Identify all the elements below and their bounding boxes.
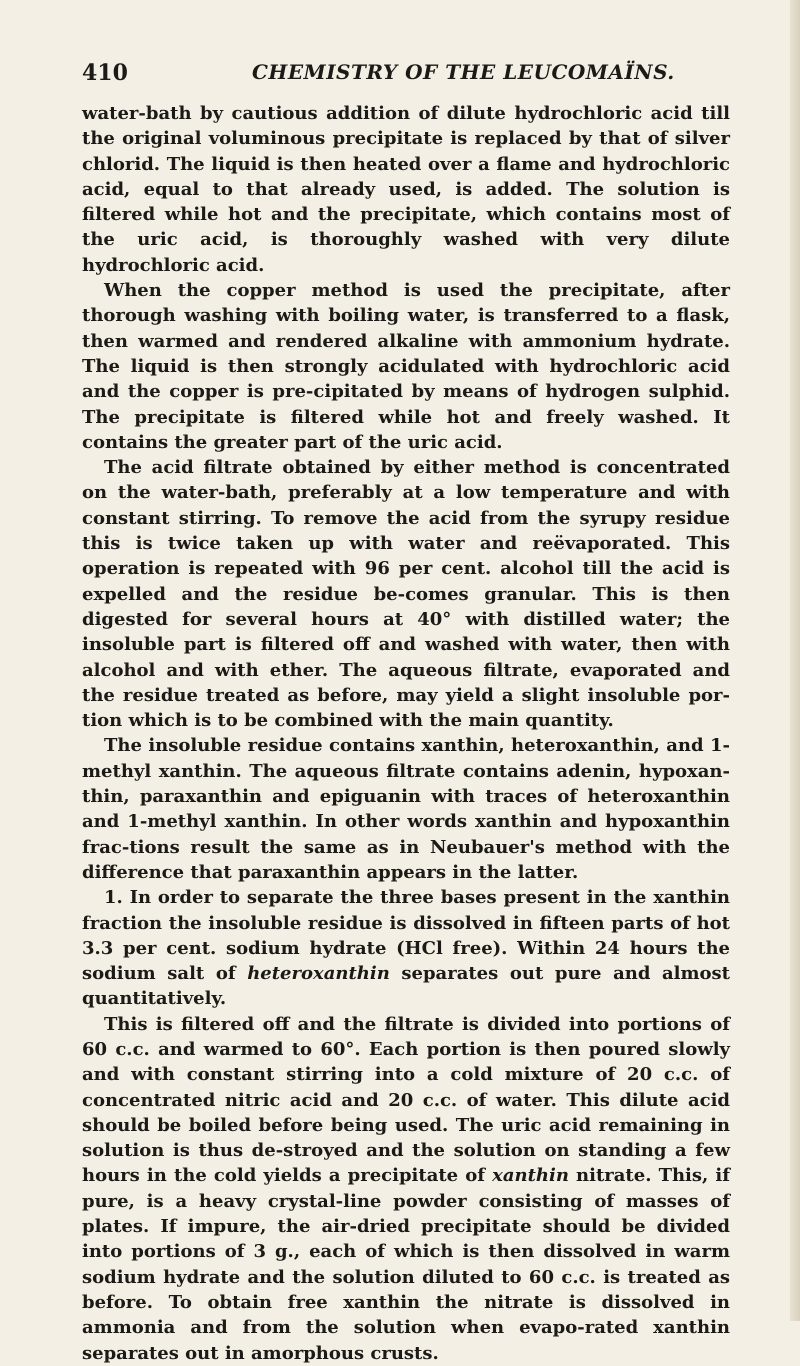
paragraph-5-text-b: separates out pure and almost quantitatively. (82, 963, 730, 1010)
xanthin-term: xanthin (492, 1165, 569, 1187)
heteroxanthin-term: heteroxanthin (247, 963, 390, 985)
paragraph-5 (82, 885, 730, 1011)
page-number: 410 (82, 60, 128, 86)
paragraph-6 (82, 1012, 730, 1366)
paragraph-3: The acid filtrate obtained by either method is concentrated on the water-bath, preferably at a low temperature and with constant stirring. To remove the acid from the syrupy residue this is twice taken up with water and reëvaporated. This operation is repeated with 96 per cent. alcohol till the acid is expelled and the residue be-comes granular. This is then digested for several hours at 40° with distilled water; the insoluble part is filtered off and washed with water, then with alcohol and with ether. The aqueous filtrate, evaporated and the residue treated as before, may yield a slight insoluble por-tion which is to be combined with the main quantity. (82, 457, 730, 732)
page-header (82, 60, 732, 90)
running-title: CHEMISTRY OF THE LEUCOMAÏNS. (252, 60, 675, 84)
paragraph-4: The insoluble residue contains xanthin, heteroxanthin, and 1-methyl xanthin. The aqueous filtrate contains adenin, hypoxan-thin, paraxanthin and epiguanin with traces of heteroxanthin and 1-methyl xanthin. In other words xanthin and hypoxanthin frac-tions result the same as in Neubauer's method with the difference that paraxanthin appears in the latter. (82, 735, 730, 883)
paragraph-2: When the copper method is used the precipitate, after thorough washing with boiling water, is transferred to a flask, then warmed and rendered alkaline with ammonium hydrate. The liquid is then strongly acidulated with hydrochloric acid and the copper is pre-cipitated by means of hydrogen sulphid. The precipitate is filtered while hot and freely washed. It contains the greater part of the uric acid. (82, 280, 730, 453)
paragraph-6-text-a: This is filtered off and the filtrate is divided into portions of 60 c.c. and warmed to 60°. Each portion is then poured slowly and with constant stirring into a cold mixture of 20 c.c. of concentrated nitric acid and 20 c.c. of water. This dilute acid should be boiled before being used. The uric acid remaining in solution is thus de-stroyed and the solution on standing a few hours in the cold yields a precipitate of (82, 1013, 730, 1187)
paragraph-1: water-bath by cautious addition of dilute hydrochloric acid till the original voluminous precipitate is replaced by that of silver chlorid. The liquid is then heated over a flame and hydrochloric acid, equal to that already used, is added. The solution is filtered while hot and the precipitate, which contains most of the uric acid, is thoroughly washed with very dilute hydrochloric acid. (82, 103, 730, 276)
body-text (82, 101, 730, 1366)
paragraph-5-text-a: 1. In order to separate the three bases present in the xanthin fraction the insoluble residue is dissolved in fifteen parts of hot 3.3 per cent. sodium hydrate (HCl free). Within 24 hours the sodium salt of (82, 887, 730, 985)
paragraph-6-text-b: nitrate. This, if pure, is a heavy crystal-line powder consisting of masses of plates. If impure, the air-dried precipitate should be divided into portions of 3 g., each of which is then dissolved in warm sodium hydrate and the solution diluted to 60 c.c. is treated as before. To obtain free xanthin the nitrate is dissolved in ammonia and from the solution when evapo-rated xanthin separates out in amorphous crusts. (82, 1165, 730, 1364)
page-edge-shadow (790, 0, 800, 1321)
